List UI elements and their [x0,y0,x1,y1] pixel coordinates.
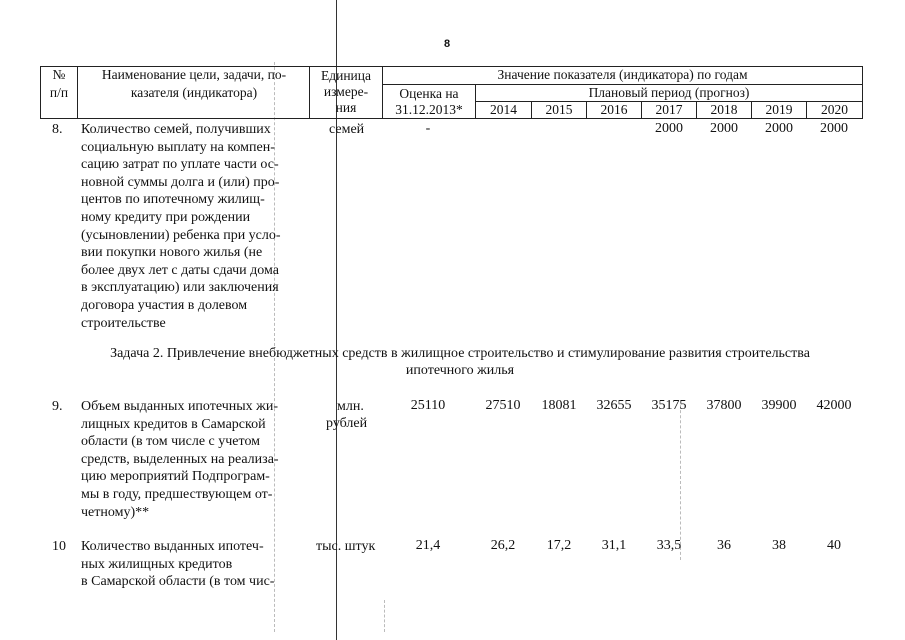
row-unit: семей [329,122,365,137]
header-year: 2016 [600,102,628,117]
row-value: 39900 [761,398,797,413]
header-col-plan: Плановый период (прогноз) [588,85,750,100]
row-value: 2000 [710,121,738,136]
row-number: 9. [52,399,63,414]
row-value: 26,2 [490,538,516,553]
row-indicator-name: Объем выданных ипотечных жи- лищных кредитов в Самарской области (в том числе с учетом средств, выделенных на реализа- цию мероприятий Подпрограм- мы в году, предшествующем от- четному)** [81,399,279,520]
row-value: 38 [772,538,786,553]
row-estimate: 21,4 [415,538,441,553]
row-value: 36 [717,538,731,553]
row-value: 42000 [816,398,852,413]
row-value: 32655 [596,398,632,413]
row-value: 40 [827,538,841,553]
row-value: 33,5 [656,538,682,553]
scan-artifact-dots [680,400,681,560]
row-number: 8. [52,122,63,137]
row-value: 35175 [651,398,687,413]
header-year: 2014 [490,102,517,117]
row-indicator-name: Количество семей, получивших социальную выплату на компен- сацию затрат по уплате части ос- новной суммы долга и (или) про- центов по ипотечному жилищ- ному кредиту при рождении (усыновлении) ребенка при усло- вии покупки нового жилья (не более двух лет с даты сдачи дома в эксплуатацию) или заключения договора участия в долевом строительстве [81,122,281,331]
row-value: 18081 [541,398,577,413]
row-estimate: 25110 [410,398,446,413]
header-year: 2015 [545,102,573,117]
row-value: 17,2 [546,538,572,553]
header-col-estimate: Оценка на 31.12.2013* [395,86,463,117]
scan-artifact-dots [384,600,385,632]
header-col-values: Значение показателя (индикатора) по годам [497,67,748,82]
row-value: 2000 [820,121,848,136]
row-value: 2000 [765,121,793,136]
header-year: 2019 [765,102,793,117]
row-estimate: - [425,121,431,136]
header-year: 2017 [655,102,683,117]
row-unit: млн. рублей [326,399,368,431]
task-heading: Задача 2. Привлечение внебюджетных средств в жилищное строительство и стимулирование развития строительства ипотечного жилья [110,346,810,378]
header-year: 2020 [821,102,848,117]
row-value: 27510 [485,398,521,413]
row-value: 31,1 [601,538,627,553]
row-number: 10 [52,539,66,554]
header-year: 2018 [710,102,738,117]
header-col-no: № п/п [49,67,69,100]
row-indicator-name: Количество выданных ипотеч- ных жилищных кредитов в Самарской области (в том чис- [81,539,275,590]
header-col-unit: Единица измере- ния [320,68,371,115]
header-col-name: Наименование цели, задачи, по- казателя (индикатора) [101,67,287,100]
row-unit: тыс. штук [316,539,376,554]
row-value: 37800 [706,398,742,413]
page-number: 8 [443,38,451,50]
row-value: 2000 [655,121,683,136]
